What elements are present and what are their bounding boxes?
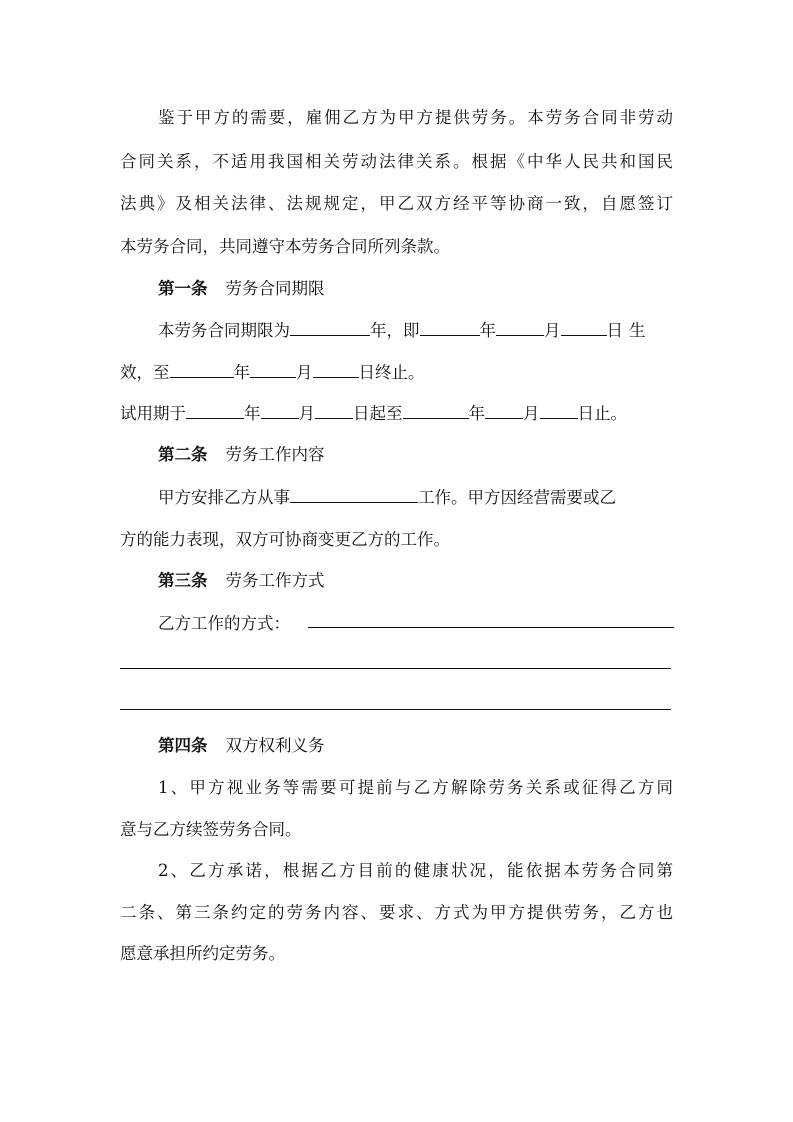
article-4-clause-2-line-1: 2、乙方承诺，根据乙方目前的健康状况，能依据本劳务合同第 — [158, 861, 673, 880]
text-span: 日起至 — [353, 404, 403, 423]
article-4-clause-1-line-1: 1、甲方视业务等需要可提前与乙方解除劳务关系或征得乙方同 — [158, 778, 673, 797]
text-span: 年 — [244, 404, 261, 423]
text-span: 年，即 — [370, 321, 420, 340]
text-span: 月 — [544, 321, 561, 340]
article-2-para-1 — [158, 484, 616, 508]
blank-start-month[interactable] — [496, 319, 544, 336]
blank-start-day[interactable] — [561, 319, 607, 336]
article-4-header — [158, 732, 325, 756]
article-1-header — [158, 275, 325, 299]
text-span: 效，至 — [120, 363, 170, 382]
blank-work-method-line-3[interactable] — [120, 709, 671, 710]
blank-term-years[interactable] — [290, 319, 370, 336]
blank-trial-end-month[interactable] — [485, 402, 523, 419]
intro-line-1: 鉴于甲方的需要，雇佣乙方为甲方提供劳务。本劳务合同非劳动 — [158, 108, 673, 127]
text-span: 甲方安排乙方从事 — [158, 488, 290, 507]
article-1-para-1 — [158, 317, 652, 341]
blank-trial-start-month[interactable] — [261, 402, 299, 419]
text-span: 日终止。 — [358, 363, 425, 382]
article-2-title: 劳务工作内容 — [225, 445, 325, 464]
intro-line-2: 合同关系，不适用我国相关劳动法律关系。根据《中华人民共和国民 — [120, 152, 673, 171]
article-4-title: 双方权利义务 — [225, 736, 325, 755]
article-1-heading: 第一条 — [158, 279, 208, 298]
blank-trial-end-day[interactable] — [540, 402, 578, 419]
blank-start-year[interactable] — [420, 319, 480, 336]
article-3-para-1: 乙方工作的方式： — [158, 614, 290, 633]
intro-line-3: 法典》及相关法律、法规规定，甲乙双方经平等协商一致，自愿签订 — [120, 194, 673, 213]
blank-end-month[interactable] — [250, 361, 296, 378]
text-span: 本劳务合同期限为 — [158, 321, 290, 340]
text-span: 日止。 — [577, 404, 627, 423]
blank-end-day[interactable] — [313, 361, 359, 378]
article-1-para-3 — [120, 400, 627, 424]
text-span: 年 — [233, 363, 250, 382]
blank-work-method-line-1[interactable] — [308, 627, 674, 628]
text-span: 年 — [479, 321, 496, 340]
text-span: 年 — [468, 404, 485, 423]
article-1-para-2 — [120, 359, 425, 383]
article-2-heading: 第二条 — [158, 445, 208, 464]
text-span: 日生 — [606, 321, 652, 340]
article-3-header — [158, 567, 325, 591]
article-2-header — [158, 441, 325, 465]
text-span: 月 — [296, 363, 313, 382]
blank-trial-end-year[interactable] — [403, 402, 469, 419]
article-3-heading: 第三条 — [158, 571, 208, 590]
blank-work-method-line-2[interactable] — [120, 668, 671, 669]
article-4-clause-1-line-2: 意与乙方续签劳务合同。 — [120, 820, 302, 839]
article-4-clause-2-line-3: 愿意承担所约定劳务。 — [120, 944, 285, 963]
article-4-heading: 第四条 — [158, 736, 208, 755]
article-4-clause-2-line-2: 二条、第三条约定的劳务内容、要求、方式为甲方提供劳务，乙方也 — [120, 903, 673, 922]
article-1-title: 劳务合同期限 — [225, 279, 325, 298]
text-span: 月 — [298, 404, 315, 423]
blank-end-year[interactable] — [170, 361, 234, 378]
text-span: 试用期于 — [120, 404, 186, 423]
article-2-para-2: 方的能力表现，双方可协商变更乙方的工作。 — [120, 530, 450, 549]
article-3-title: 劳务工作方式 — [225, 571, 325, 590]
text-span: 月 — [523, 404, 540, 423]
blank-work-content[interactable] — [290, 486, 418, 503]
intro-line-4: 本劳务合同，共同遵守本劳务合同所列条款。 — [120, 237, 450, 256]
blank-trial-start-day[interactable] — [315, 402, 353, 419]
blank-trial-start-year[interactable] — [186, 402, 244, 419]
text-span: 工作。甲方因经营需要或乙 — [418, 488, 616, 507]
